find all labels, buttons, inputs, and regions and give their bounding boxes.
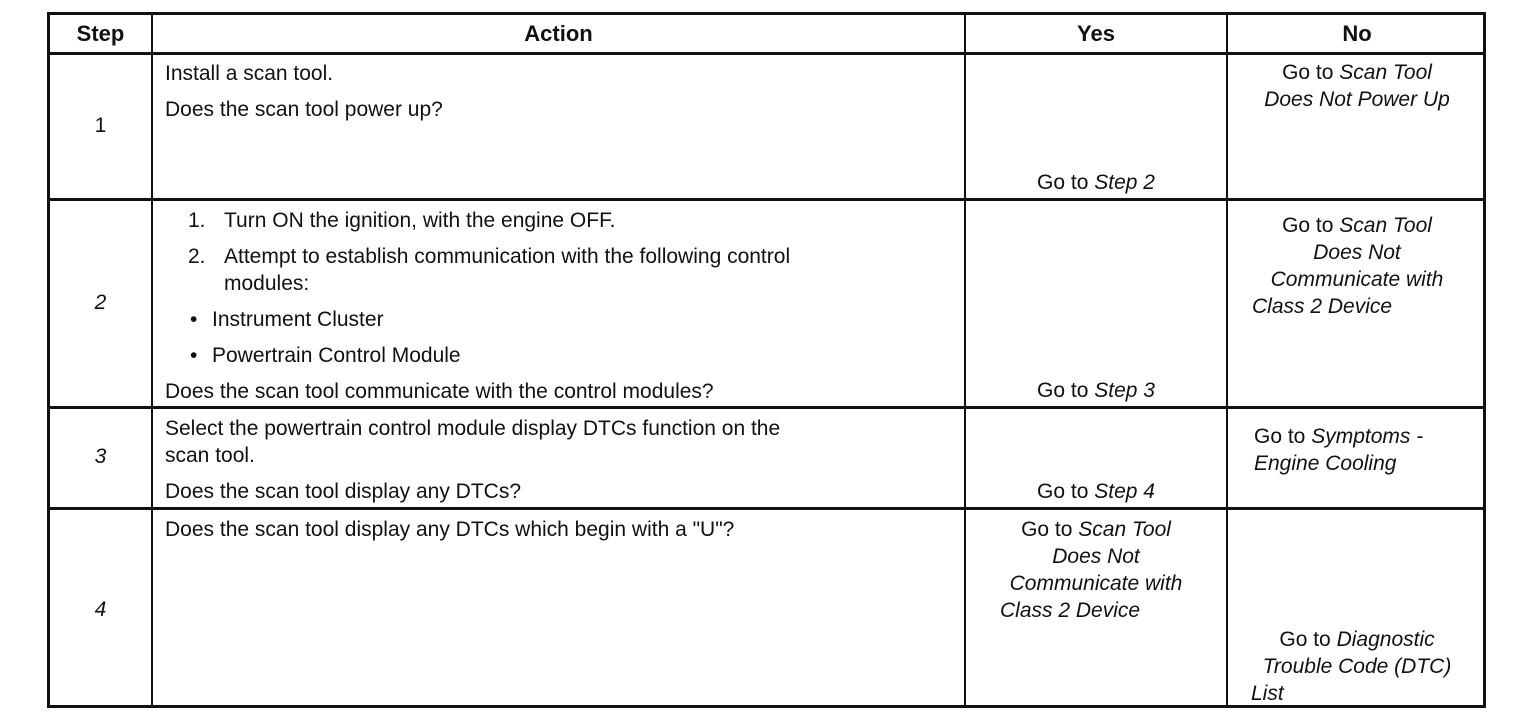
list-item: Turn ON the ignition, with the engine OFF.: [224, 209, 616, 232]
procedure-link[interactable]: Does Not: [1052, 545, 1140, 568]
yes-cell: [966, 516, 1226, 624]
procedure-link[interactable]: Symptoms -: [1311, 425, 1424, 448]
list-number: 1.: [188, 209, 206, 232]
procedure-link[interactable]: Engine Cooling: [1254, 452, 1397, 475]
goto-text: Go to: [1037, 171, 1089, 194]
action-cell: [165, 60, 955, 123]
goto-text: Go to: [1037, 480, 1089, 503]
action-question: Does the scan tool communicate with the control modules?: [165, 380, 714, 403]
action-text: Install a scan tool.: [165, 62, 334, 85]
procedure-link[interactable]: Communicate with: [1009, 572, 1183, 595]
no-cell: [1228, 212, 1486, 320]
yes-cell: [966, 169, 1226, 196]
procedure-link[interactable]: Diagnostic: [1336, 628, 1435, 651]
bullet-item: Instrument Cluster: [212, 308, 384, 331]
header-step: Step: [76, 21, 125, 46]
procedure-link[interactable]: Scan Tool: [1339, 214, 1432, 237]
step-link[interactable]: Step 4: [1094, 480, 1155, 503]
header-no: No: [1342, 21, 1372, 46]
goto-text: Go to: [1282, 214, 1334, 237]
step-link[interactable]: Step 2: [1094, 171, 1155, 194]
goto-text: Go to: [1037, 379, 1089, 402]
procedure-link[interactable]: Scan Tool: [1339, 61, 1432, 84]
action-cell: [165, 516, 955, 543]
action-text: Select the powertrain control module display DTCs function on the: [165, 417, 781, 440]
procedure-link[interactable]: Communicate with: [1270, 268, 1444, 291]
goto-text: Go to: [1254, 425, 1306, 448]
action-text: scan tool.: [165, 444, 255, 467]
goto-text: Go to: [1021, 518, 1073, 541]
no-cell: [1254, 423, 1484, 477]
action-question: Does the scan tool display any DTCs?: [165, 480, 522, 503]
column-divider: [151, 15, 153, 705]
procedure-link[interactable]: Scan Tool: [1078, 518, 1171, 541]
step-link[interactable]: Step 3: [1094, 379, 1155, 402]
procedure-link[interactable]: Does Not Power Up: [1264, 88, 1450, 111]
list-item: Attempt to establish communication with the following control: [224, 245, 791, 268]
column-divider: [1226, 15, 1228, 705]
header-yes: Yes: [1077, 21, 1115, 46]
no-cell: [1228, 626, 1486, 707]
action-cell: [165, 415, 955, 505]
row-divider: [50, 406, 1483, 409]
action-question: Does the scan tool display any DTCs which begin with a "U"?: [165, 518, 735, 541]
procedure-link[interactable]: List: [1251, 682, 1284, 705]
row-divider: [50, 198, 1483, 201]
bullet-icon: •: [190, 344, 198, 367]
row-divider: [50, 507, 1483, 510]
yes-cell: [966, 377, 1226, 404]
bullet-icon: •: [190, 308, 198, 331]
action-cell: [165, 207, 955, 405]
step-number: 4: [94, 598, 107, 621]
step-number: 1: [94, 114, 107, 137]
diagnostic-table: [47, 12, 1486, 708]
yes-cell: [966, 478, 1226, 505]
goto-text: Go to: [1279, 628, 1331, 651]
procedure-link[interactable]: Trouble Code (DTC): [1262, 655, 1452, 678]
header-action: Action: [524, 21, 593, 46]
step-number: 2: [94, 291, 107, 314]
procedure-link[interactable]: Class 2 Device: [1000, 599, 1141, 622]
procedure-link[interactable]: Class 2 Device: [1252, 295, 1393, 318]
bullet-item: Powertrain Control Module: [212, 344, 461, 367]
list-item-continued: modules:: [224, 272, 310, 295]
goto-text: Go to: [1282, 61, 1334, 84]
procedure-link[interactable]: Does Not: [1313, 241, 1401, 264]
no-cell: [1228, 59, 1486, 113]
step-number: 3: [94, 445, 107, 468]
action-question: Does the scan tool power up?: [165, 98, 443, 121]
list-number: 2.: [188, 245, 206, 268]
